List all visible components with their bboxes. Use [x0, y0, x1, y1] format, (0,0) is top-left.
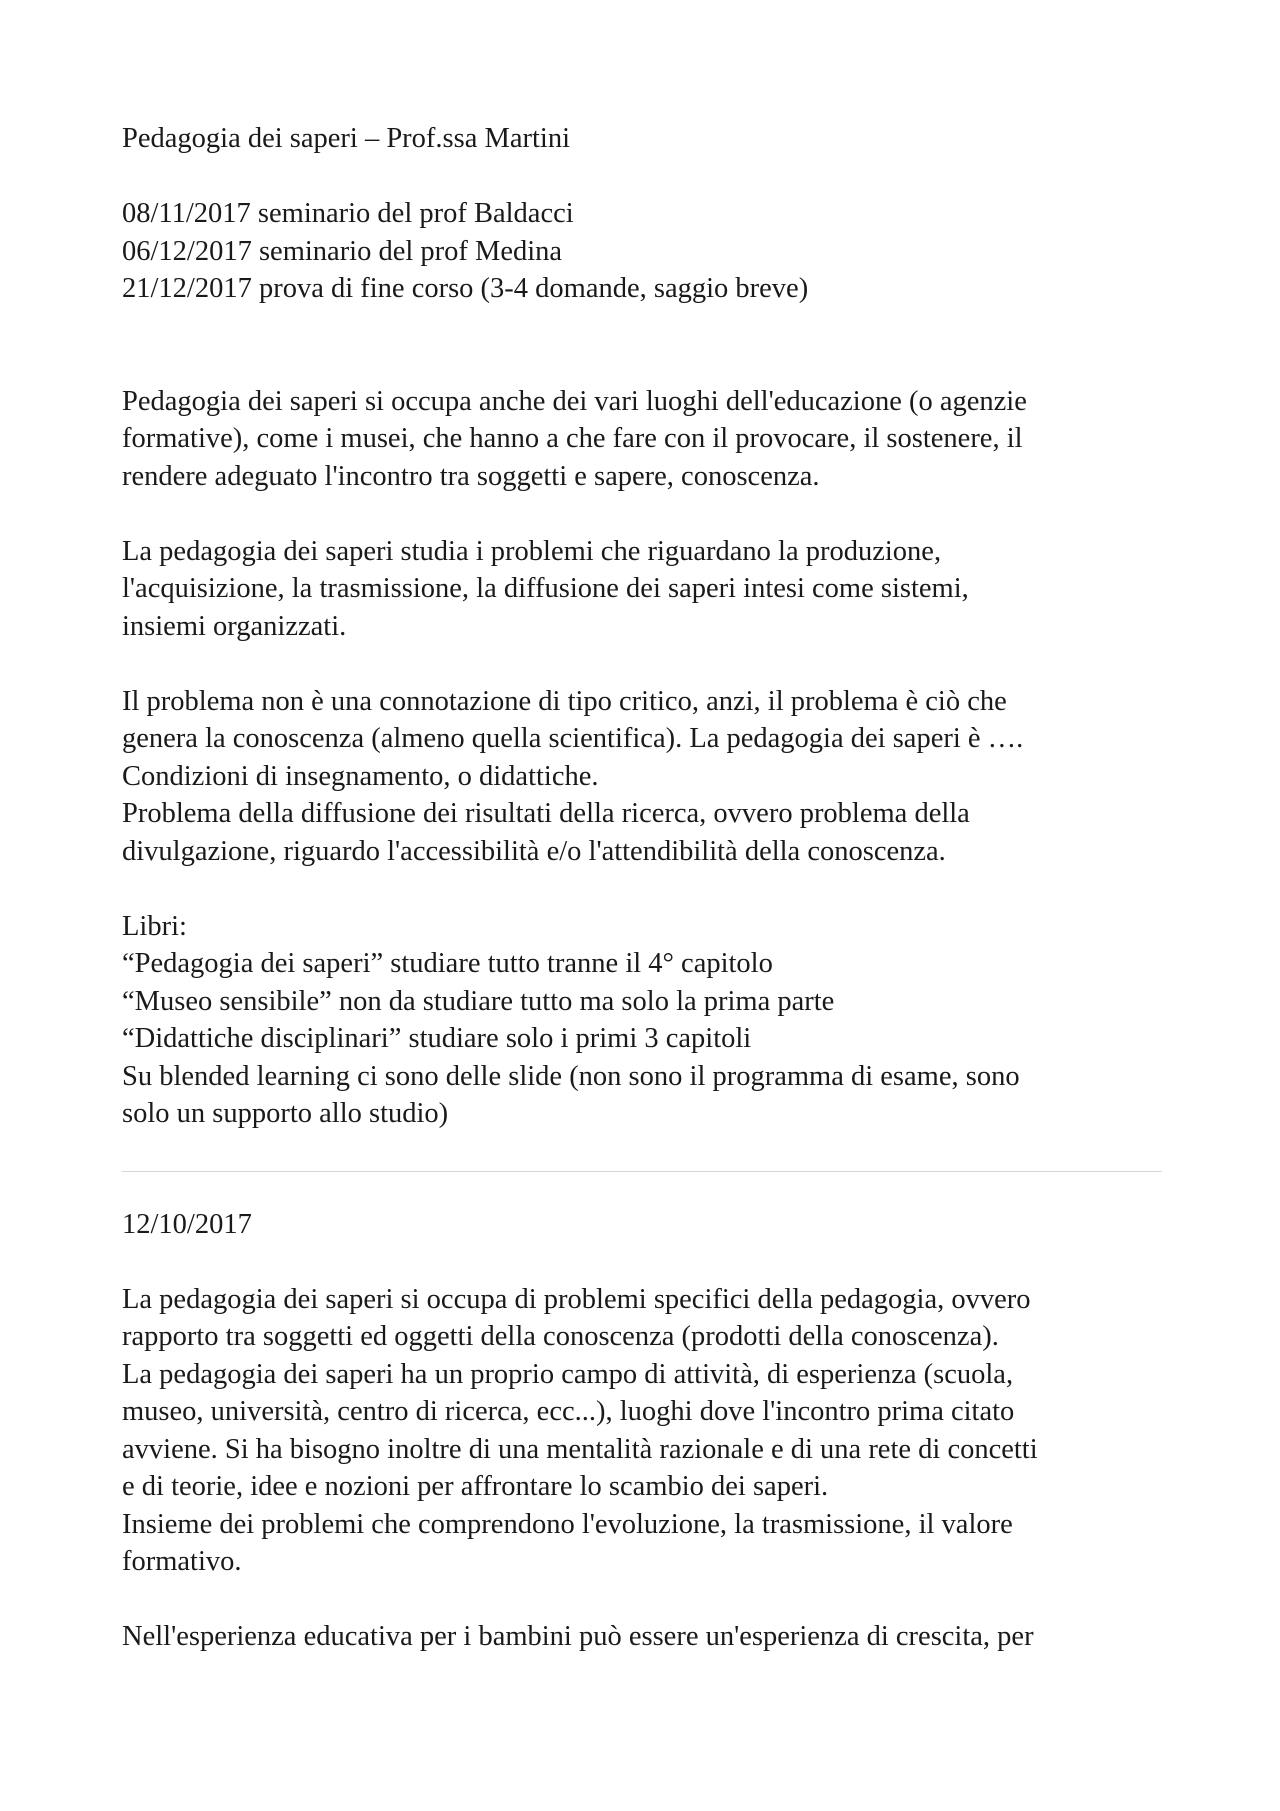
schedule-item: 08/11/2017 seminario del prof Baldacci [122, 198, 574, 229]
paragraph-luoghi [122, 383, 1172, 496]
paragraph-line: La pedagogia dei saperi ha un proprio campo di attività, di esperienza (scuola, [122, 1358, 1014, 1390]
paragraph-line: La pedagogia dei saperi studia i problemi che riguardano la produzione, [122, 535, 942, 567]
section-divider [122, 1171, 1162, 1172]
paragraph-line: museo, università, centro di ricerca, ecc...), luoghi dove l'incontro prima citato [122, 1396, 1015, 1427]
paragraph-problema [122, 683, 1172, 871]
books-heading: Libri: [122, 910, 187, 942]
paragraph-line: Pedagogia dei saperi si occupa anche dei vari luoghi dell'educazione (o agenzie [122, 385, 1027, 417]
paragraph-problemi [122, 533, 1172, 646]
paragraph-line: Condizioni di insegnamento, o didattiche. [122, 760, 599, 792]
document-title: Pedagogia dei saperi – Prof.ssa Martini [122, 123, 570, 154]
book-item: “Didattiche disciplinari” studiare solo i primi 3 capitoli [122, 1023, 752, 1054]
paragraph-esperienza [122, 1618, 1172, 1656]
paragraph-line: insiemi organizzati. [122, 610, 347, 642]
paragraph-line: l'acquisizione, la trasmissione, la diffusione dei saperi intesi come sistemi, [122, 573, 969, 604]
books-list [122, 908, 1172, 1133]
section-date: 12/10/2017 [122, 1208, 252, 1240]
book-note: solo un supporto allo studio) [122, 1098, 449, 1129]
paragraph-line: avviene. Si ha bisogno inoltre di una mentalità razionale e di una rete di concetti [122, 1433, 1038, 1465]
document-page [122, 120, 1172, 1656]
paragraph-line: Nell'esperienza educativa per i bambini può essere un'esperienza di crescita, per [122, 1621, 1034, 1652]
schedule-list [122, 195, 1172, 308]
paragraph-line: Insieme dei problemi che comprendono l'evoluzione, la trasmissione, il valore [122, 1508, 1013, 1540]
paragraph-line: e di teorie, idee e nozioni per affrontare lo scambio dei saperi. [122, 1471, 829, 1502]
paragraph-line: Il problema non è una connotazione di tipo critico, anzi, il problema è ciò che [122, 685, 1007, 717]
paragraph-line: formativo. [122, 1546, 242, 1577]
book-item: “Museo sensibile” non da studiare tutto ma solo la prima parte [122, 985, 835, 1017]
book-item: “Pedagogia dei saperi” studiare tutto tranne il 4° capitolo [122, 948, 773, 979]
paragraph-line: rapporto tra soggetti ed oggetti della conoscenza (prodotti della conoscenza). [122, 1321, 999, 1352]
paragraph-line: La pedagogia dei saperi si occupa di problemi specifici della pedagogia, ovvero [122, 1283, 1031, 1315]
paragraph-line: divulgazione, riguardo l'accessibilità e/o l'attendibilità della conoscenza. [122, 835, 946, 867]
paragraph-line: rendere adeguato l'incontro tra soggetti e sapere, conoscenza. [122, 460, 820, 492]
book-note: Su blended learning ci sono delle slide (non sono il programma di esame, sono [122, 1060, 1020, 1092]
paragraph-line: Problema della diffusione dei risultati della ricerca, ovvero problema della [122, 798, 970, 829]
schedule-item: 21/12/2017 prova di fine corso (3-4 domande, saggio breve) [122, 273, 809, 304]
paragraph-oggetti [122, 1281, 1172, 1581]
paragraph-line: formative), come i musei, che hanno a che fare con il provocare, il sostenere, il [122, 423, 1023, 454]
schedule-item: 06/12/2017 seminario del prof Medina [122, 235, 563, 267]
paragraph-line: genera la conoscenza (almeno quella scientifica). La pedagogia dei saperi è …. [122, 723, 1024, 754]
